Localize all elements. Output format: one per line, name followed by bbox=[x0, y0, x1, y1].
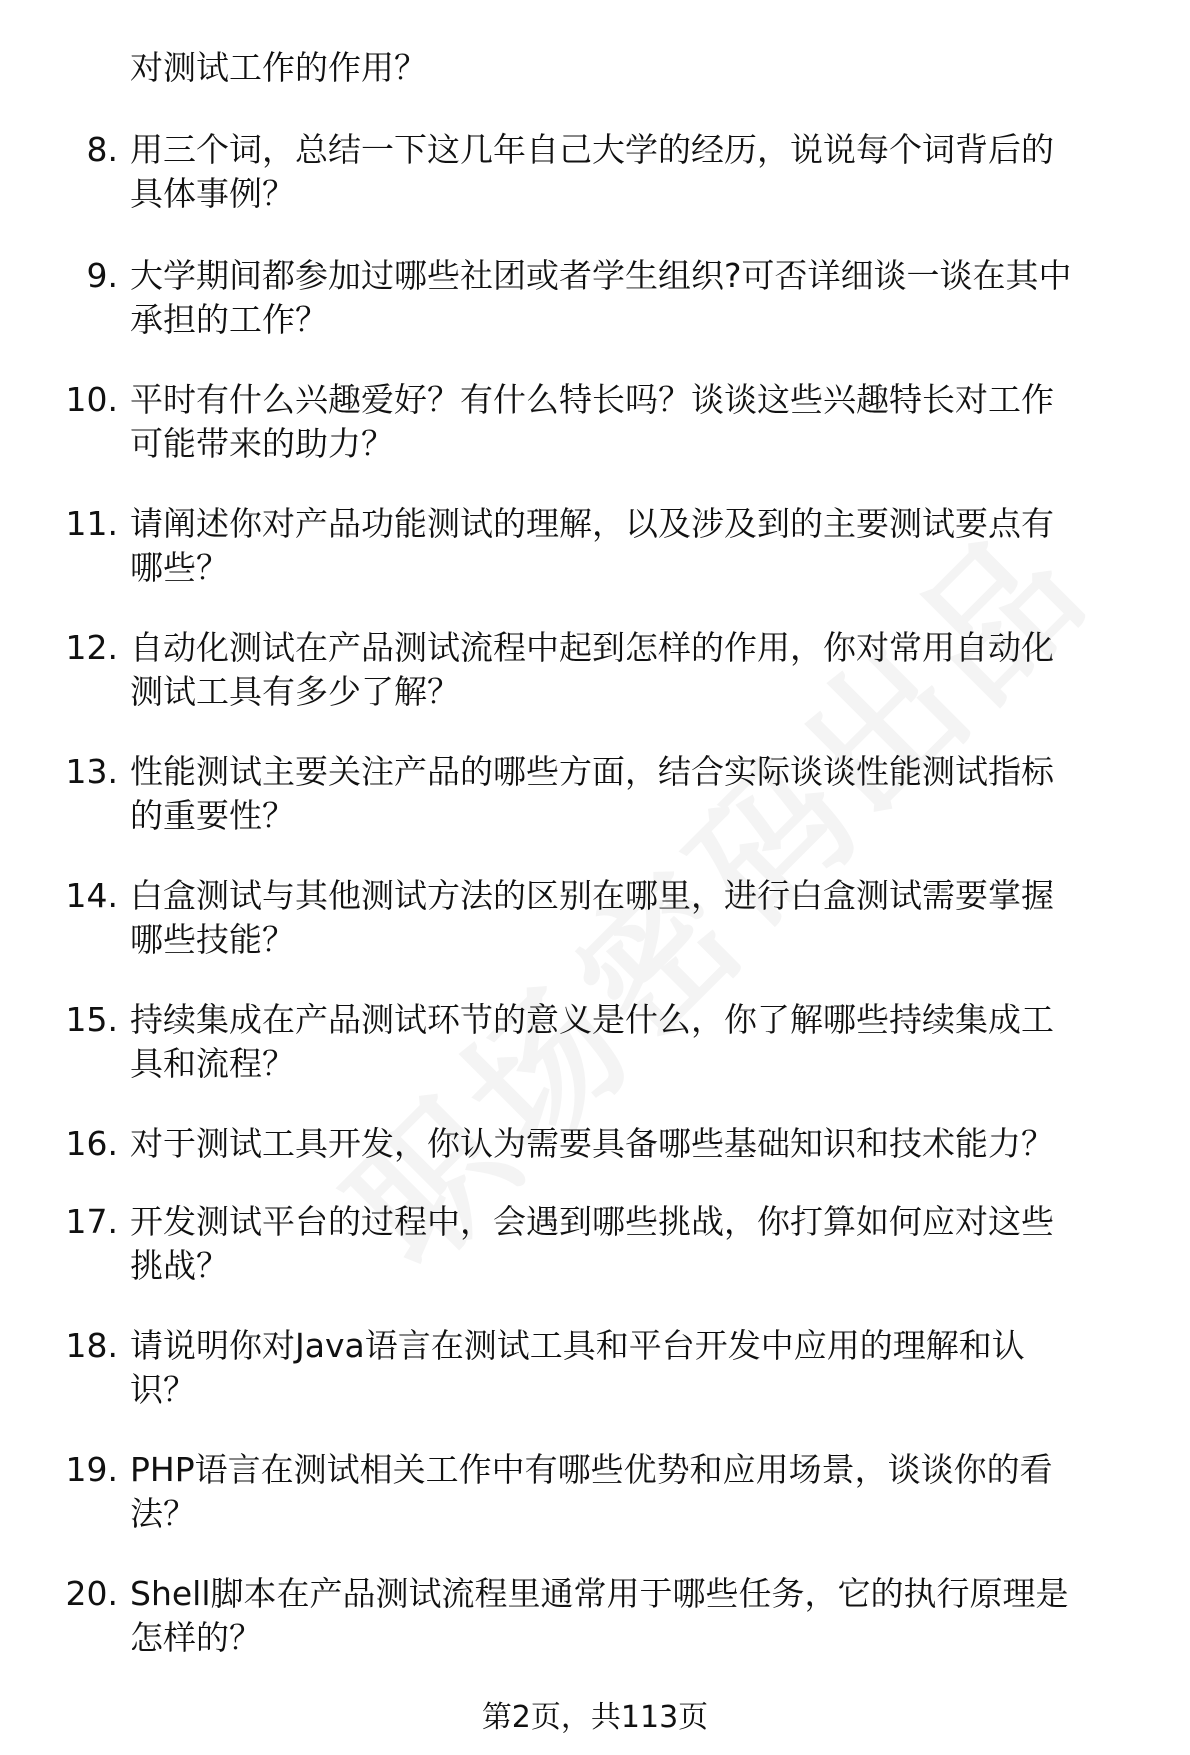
question-number: 20. bbox=[65, 1574, 118, 1613]
question-number: 8. bbox=[86, 130, 118, 169]
question-text: 对测试工作的作用？ bbox=[130, 48, 427, 87]
question-number: 19. bbox=[65, 1450, 118, 1489]
question-number: 9. bbox=[86, 256, 118, 295]
question-text: 开发测试平台的过程中，会遇到哪些挑战，你打算如何应对这些 挑战？ bbox=[130, 1202, 1054, 1285]
question-text: PHP语言在测试相关工作中有哪些优势和应用场景，谈谈你的看 法？ bbox=[130, 1450, 1053, 1533]
question-number: 17. bbox=[65, 1202, 118, 1241]
question-text: Shell脚本在产品测试流程里通常用于哪些任务，它的执行原理是 怎样的？ bbox=[130, 1574, 1069, 1657]
question-text: 性能测试主要关注产品的哪些方面，结合实际谈谈性能测试指标 的重要性？ bbox=[130, 752, 1054, 835]
question-number: 10. bbox=[65, 380, 118, 419]
question-number: 11. bbox=[65, 504, 118, 543]
question-number: 15. bbox=[65, 1000, 118, 1039]
question-text: 请阐述你对产品功能测试的理解，以及涉及到的主要测试要点有 哪些？ bbox=[130, 504, 1054, 587]
question-text: 平时有什么兴趣爱好？有什么特长吗？谈谈这些兴趣特长对工作 可能带来的助力？ bbox=[130, 380, 1054, 463]
question-text: 持续集成在产品测试环节的意义是什么，你了解哪些持续集成工 具和流程？ bbox=[130, 1000, 1054, 1083]
question-text: 用三个词，总结一下这几年自己大学的经历，说说每个词背后的 具体事例？ bbox=[130, 130, 1054, 213]
page-number-label: 第2页，共113页 bbox=[481, 1700, 709, 1735]
question-text: 对于测试工具开发，你认为需要具备哪些基础知识和技术能力？ bbox=[130, 1124, 1054, 1163]
question-number: 14. bbox=[65, 876, 118, 915]
page-footer bbox=[0, 1698, 1190, 1738]
question-number: 18. bbox=[65, 1326, 118, 1365]
question-text: 请说明你对Java语言在测试工具和平台开发中应用的理解和认 识？ bbox=[130, 1326, 1025, 1409]
question-text: 大学期间都参加过哪些社团或者学生组织?可否详细谈一谈在其中 承担的工作？ bbox=[130, 256, 1072, 339]
question-text: 白盒测试与其他测试方法的区别在哪里，进行白盒测试需要掌握 哪些技能？ bbox=[130, 876, 1054, 959]
question-text: 自动化测试在产品测试流程中起到怎样的作用，你对常用自动化 测试工具有多少了解？ bbox=[130, 628, 1054, 711]
question-number: 13. bbox=[65, 752, 118, 791]
question-number: 16. bbox=[65, 1124, 118, 1163]
question-number: 12. bbox=[65, 628, 118, 667]
